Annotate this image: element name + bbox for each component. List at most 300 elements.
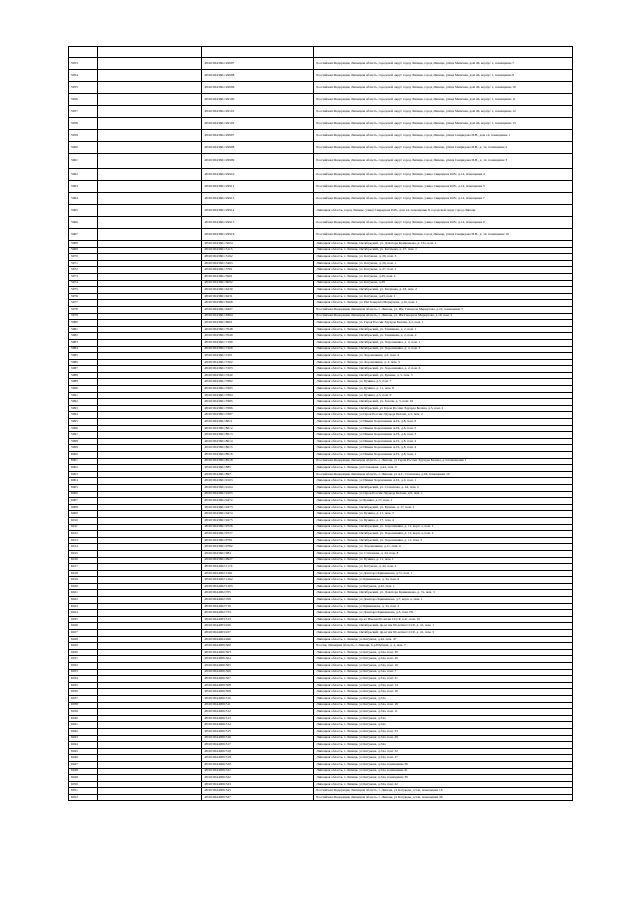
row-number-cell: 6027 — [69, 630, 98, 637]
address-cell: Липецкая область, г. Липецк, ул. Катукова, д.43, пом. 1 — [314, 293, 573, 300]
cadastral-number-cell: 48:20:0043601:7682 — [202, 379, 314, 386]
empty-cell — [98, 630, 202, 637]
empty-cell — [98, 458, 202, 465]
empty-cell — [98, 689, 202, 696]
table-row — [69, 193, 573, 205]
empty-cell — [98, 465, 202, 472]
row-number-cell: 6037 — [69, 695, 98, 702]
address-cell: Липецкая область, г. Липецк, ул. Катукова, д.39 — [314, 280, 573, 287]
address-cell: Липецкая область, г. Липецк, ул Катукова, д.54а — [314, 742, 573, 749]
address-cell: Липецкая область, г. Липецк, ул Имени Хорошавина А.И., д.9, пом. 1 — [314, 478, 573, 485]
cadastral-number-cell: 48:20:0044006:504 — [202, 656, 314, 663]
row-number-cell: 5966 — [69, 217, 98, 229]
address-cell: Липецкая область, г. Липецк, ул Катукова, д.54а, пом. 19 — [314, 702, 573, 709]
address-cell: Липецкая область, г. Липецк, Октябрьский, ул. Хорошавина, д. 2, пом. 6 — [314, 366, 573, 373]
cadastral-number-cell: 48:20:0043601:6231 — [202, 293, 314, 300]
table-row — [69, 94, 573, 106]
table-row — [69, 524, 573, 531]
cadastral-number-cell: 48:20:0044003:457 — [202, 630, 314, 637]
address-cell: Липецкая область, г. Липецк, Октябрьский, ул. Доватора Кривенкова, д. 7а, пом. 3 — [314, 590, 573, 597]
cadastral-number-cell: 48:20:0044002:1261 — [202, 570, 314, 577]
row-number-cell: 5982 — [69, 333, 98, 340]
table-row — [69, 577, 573, 584]
address-cell: Российская Федерация, Липецкая область, г. Липецк, ул Героя России Эдуарда Белана, д.3 помещение 1 — [314, 458, 573, 465]
cadastral-number-cell: 48:20:0043601:9782 — [202, 544, 314, 551]
row-number-cell: 6036 — [69, 689, 98, 696]
cadastral-number-cell: 48:20:0043601:29911 — [202, 181, 314, 193]
address-cell: Липецкая область, г. Липецк, ул. Катукова, д. 29, пом. 3 — [314, 254, 573, 261]
row-number-cell: 6031 — [69, 656, 98, 663]
table-row — [69, 537, 573, 544]
table-row — [69, 142, 573, 154]
cadastral-number-cell: 48:20:0044006:513 — [202, 715, 314, 722]
address-cell: Липецкая область, г. Липецк, ул. Хорошавина, д.2, пом. 4 — [314, 353, 573, 360]
table-row — [69, 630, 573, 637]
address-cell: Липецкая область, г. Липецк, Октябрьский, ул. Катукова, д. 27, пом. 1 — [314, 247, 573, 254]
empty-cell — [98, 386, 202, 393]
row-number-cell: 6035 — [69, 682, 98, 689]
row-number-cell: 5983 — [69, 339, 98, 346]
table-row — [69, 181, 573, 193]
cadastral-number-cell: 48:20:0044003:313 — [202, 616, 314, 623]
empty-cell — [98, 597, 202, 604]
address-cell: Россия, Липецкая область, г. Липецк, б-р Шубина, д. 4, пом. 7 — [314, 643, 573, 650]
cadastral-number-cell: 48:20:0043601:7049 — [202, 333, 314, 340]
empty-cell — [98, 306, 202, 313]
empty-cell — [98, 154, 202, 169]
cadastral-number-cell: 48:20:0044002:705 — [202, 590, 314, 597]
empty-cell — [98, 577, 202, 584]
address-cell: Липецкая область, г. Липецк, ул Бунина, д.17, пом. 1 — [314, 498, 573, 505]
row-number-cell: 5953 — [69, 58, 98, 70]
row-number-cell: 5971 — [69, 260, 98, 267]
cadastral-number-cell: 48:20:0043601:29916 — [202, 229, 314, 241]
table-row — [69, 372, 573, 379]
row-number-cell: 5986 — [69, 359, 98, 366]
cadastral-number-cell: 48:20:0043601:29907 — [202, 130, 314, 142]
table-row — [69, 491, 573, 498]
empty-cell — [98, 656, 202, 663]
empty-cell — [98, 353, 202, 360]
empty-cell — [98, 70, 202, 82]
empty-cell — [98, 425, 202, 432]
cadastral-number-cell: 48:20:0044002:708 — [202, 597, 314, 604]
address-cell: Липецкая область, г. Липецк, ул. Катукова, д. 42, пом. 2 — [314, 564, 573, 571]
cadastral-number-cell: 48:20:0043601:29909 — [202, 154, 314, 169]
empty-cell — [98, 702, 202, 709]
row-number-cell: 5955 — [69, 82, 98, 94]
cadastral-number-cell: 48:20:0044006:503 — [202, 649, 314, 656]
cadastral-number-cell: 48:20:0043601:9781 — [202, 537, 314, 544]
address-cell: Липецкая область, г. Липецк, ул. Бунина, д. 11, пом. 1 — [314, 557, 573, 564]
table-row — [69, 339, 573, 346]
address-cell: Липецкая область, г. Липецк, Октябрьский, ул. Стаханова, д. 44, пом. 2 — [314, 484, 573, 491]
cadastral-number-cell: 48:20:0044006:527 — [202, 794, 314, 801]
address-cell: Липецкая область, г. Липецк, ул. Катукова, д. 29, пом. 1 — [314, 260, 573, 267]
empty-cell — [98, 583, 202, 590]
address-cell: Российская Федерация, Липецкая область, городской округ город Липецк, город Липецк, улица Минская, дом 46, корпус 1, помещение 13 — [314, 118, 573, 130]
address-cell: Российская Федерация, Липецкая область, городской округ город Липецк, город Липецк, улица Минская, дом 46, корпус 1, помещение 8 — [314, 70, 573, 82]
address-cell: Липецкая область, г. Липецк, ул Катукова, д.54а — [314, 715, 573, 722]
cadastral-number-cell: 48:20:0043601:9726 — [202, 524, 314, 531]
table-row — [69, 781, 573, 788]
cadastral-number-cell: 48:20:0044006:519 — [202, 755, 314, 762]
address-cell: Российская Федерация, Липецкая область, городской округ город Липецк, город Липецк, улица Минская, дом 46, корпус 1, помещение 11 — [314, 94, 573, 106]
table-row — [69, 794, 573, 801]
cadastral-number-cell: 48:20:0043601:7686 — [202, 405, 314, 412]
address-cell: Липецкая область, г. Липецк, ул. Бунина, д.5, пом. 9 — [314, 392, 573, 399]
cadastral-number-cell: 48:20:0043601:9727 — [202, 531, 314, 538]
empty-cell — [98, 669, 202, 676]
header-cell-4 — [314, 47, 573, 58]
address-cell: Липецкая область, г. Липецк, ул Катукова, д.54а, пом. 7 — [314, 669, 573, 676]
table-row — [69, 346, 573, 353]
row-number-cell: 6030 — [69, 649, 98, 656]
empty-cell — [98, 326, 202, 333]
table-row — [69, 590, 573, 597]
cadastral-number-cell: 48:20:0044006:511 — [202, 702, 314, 709]
row-number-cell: 6018 — [69, 570, 98, 577]
table-row — [69, 247, 573, 254]
address-cell: Липецкая область, город Липецк, улица Свиридова И.В., дом 14, помещение 8, городской округ город Липецк — [314, 205, 573, 217]
address-cell: Российская Федерация, Липецкая область, городской округ город Липецк, улица Свиридова И.В., д.14, помещение 9 — [314, 217, 573, 229]
row-number-cell: 6040 — [69, 715, 98, 722]
document-page — [68, 46, 573, 801]
table-row — [69, 267, 573, 274]
row-number-cell: 5976 — [69, 293, 98, 300]
cadastral-number-cell: 48:20:0043601:29910 — [202, 169, 314, 181]
row-number-cell: 6042 — [69, 728, 98, 735]
cadastral-number-cell: 48:20:0043601:29097 — [202, 58, 314, 70]
empty-cell — [98, 603, 202, 610]
cadastral-number-cell: 48:20:0043601:7201 — [202, 353, 314, 360]
row-number-cell: 6051 — [69, 788, 98, 795]
address-cell: Липецкая область, г. Липецк, ул Доватора Кривенкова, д.7, корп. а, пом. 1 — [314, 597, 573, 604]
empty-cell — [98, 94, 202, 106]
address-cell: Липецкая область, г. Липецк, ул. Хорошавина, д.11, пом. 4 — [314, 544, 573, 551]
table-row — [69, 458, 573, 465]
row-number-cell: 5956 — [69, 94, 98, 106]
empty-cell — [98, 320, 202, 327]
row-number-cell: 5973 — [69, 273, 98, 280]
empty-cell — [98, 267, 202, 274]
empty-cell — [98, 346, 202, 353]
table-row — [69, 326, 573, 333]
table-row — [69, 478, 573, 485]
row-number-cell: 6021 — [69, 590, 98, 597]
address-cell: Российская Федерация, Липецкая область, г. Липецк, ул Катукова, д.54а, помещение 46 — [314, 794, 573, 801]
address-cell: Российская Федерация, Липецкая область, городской округ город Липецк, улица Свиридова И.В., д.14, помещение 5 — [314, 181, 573, 193]
header-cell-1 — [69, 47, 98, 58]
table-row — [69, 735, 573, 742]
table-row — [69, 775, 573, 782]
empty-cell — [98, 287, 202, 294]
address-cell: Российская Федерация, Липецкая область, городской округ город Липецк, город Липецк, улица Свиридова И.В., дом 14, помещение 1 — [314, 130, 573, 142]
row-number-cell: 6026 — [69, 623, 98, 630]
row-number-cell: 6047 — [69, 761, 98, 768]
cadastral-number-cell: 48:20:0044006:523 — [202, 781, 314, 788]
cadastral-number-cell: 48:20:0043601:8518 — [202, 458, 314, 465]
table-row — [69, 709, 573, 716]
header-cell-2 — [98, 47, 202, 58]
cadastral-number-cell: 48:20:0044006:512 — [202, 709, 314, 716]
cadastral-number-cell: 48:20:0044003:456 — [202, 623, 314, 630]
cadastral-number-cell: 48:20:0043601:29913 — [202, 193, 314, 205]
empty-cell — [98, 273, 202, 280]
cadastral-number-cell: 48:20:0044006:518 — [202, 748, 314, 755]
empty-cell — [98, 742, 202, 749]
address-cell: Липецкая область, г. Липецк, ул. Хорошавина, д. 2, пом. 5 — [314, 359, 573, 366]
empty-cell — [98, 339, 202, 346]
cadastral-number-cell: 48:20:0044002:1262 — [202, 577, 314, 584]
row-number-cell: 5970 — [69, 254, 98, 261]
table-row — [69, 531, 573, 538]
table-row — [69, 748, 573, 755]
address-cell: Липецкая область, г. Липецк, ул Доватора Кривенкова, д.3, пом. Н1 — [314, 610, 573, 617]
header-cell-3 — [202, 47, 314, 58]
row-number-cell: 6032 — [69, 663, 98, 670]
table-row — [69, 205, 573, 217]
row-number-cell: 6016 — [69, 557, 98, 564]
row-number-cell: 6020 — [69, 583, 98, 590]
cadastral-number-cell: 48:20:0043601:9472 — [202, 498, 314, 505]
table-row — [69, 366, 573, 373]
table-row — [69, 695, 573, 702]
row-number-cell: 6045 — [69, 748, 98, 755]
empty-cell — [98, 768, 202, 775]
table-row — [69, 412, 573, 419]
empty-cell — [98, 504, 202, 511]
empty-cell — [98, 181, 202, 193]
cadastral-number-cell: 48:20:0044006:510 — [202, 695, 314, 702]
row-number-cell: 5969 — [69, 247, 98, 254]
address-cell: Липецкая область, г. Липецк, ул Имени Хорошавина А.И., д.6, пом. 3 — [314, 432, 573, 439]
cadastral-number-cell: 48:20:0043601:8015 — [202, 445, 314, 452]
table-row — [69, 300, 573, 307]
empty-cell — [98, 241, 202, 248]
row-number-cell: 5992 — [69, 399, 98, 406]
row-number-cell: 5967 — [69, 229, 98, 241]
table-row — [69, 154, 573, 169]
table-row — [69, 742, 573, 749]
table-row — [69, 260, 573, 267]
cadastral-number-cell: 48:20:0043601:7687 — [202, 412, 314, 419]
row-number-cell: 5989 — [69, 379, 98, 386]
cadastral-number-cell: 48:20:0044006:516 — [202, 735, 314, 742]
address-cell: Липецкая область, г. Липецк, Октябрьский, ул. Хорошавина, д. 11, пом. 3 — [314, 537, 573, 544]
address-cell: Липецкая область, г. Липецк, пр-кт Имени 60-летия СССР, д.41, пом. 10 — [314, 616, 573, 623]
address-cell: Липецкая область, г. Липецк, Октябрьский, ул. Тенишева, д. 2, пом. 1 — [314, 326, 573, 333]
cadastral-number-cell: 48:20:0043601:7640 — [202, 372, 314, 379]
address-cell: Липецкая область, г. Липецк, ул Катукова, д.54а, пом. 20 — [314, 656, 573, 663]
row-number-cell: 6004 — [69, 478, 98, 485]
table-row — [69, 636, 573, 643]
address-cell: Липецкая область, г. Липецк, ул Катукова, д.54а, помещение 39 — [314, 775, 573, 782]
address-cell: Липецкая область, г. Липецк, ул Катукова, д.54а, помещение 36 — [314, 761, 573, 768]
address-cell: Российская Федерация, Липецкая область, г. Липецк, ул А.Г. Стаханова, д.44, помещение 10 — [314, 471, 573, 478]
address-cell: Липецкая область, г. Липецк, ул. Бунина, д. 17, пом. 4 — [314, 517, 573, 524]
cadastral-number-cell: 48:20:0044006:507 — [202, 676, 314, 683]
cadastral-number-cell: 48:20:0043601:9474 — [202, 511, 314, 518]
address-cell: Липецкая область, г. Липецк, ул Катукова, д.42, пом. 1 — [314, 583, 573, 590]
empty-cell — [98, 392, 202, 399]
row-number-cell: 5984 — [69, 346, 98, 353]
row-number-cell: 5979 — [69, 313, 98, 320]
address-cell: Липецкая область, г. Липецк, ул. Катукова, д. 27, пом. 2 — [314, 267, 573, 274]
cadastral-number-cell: 48:20:0043601:9927 — [202, 557, 314, 564]
row-number-cell: 5974 — [69, 280, 98, 287]
cadastral-number-cell: 48:20:0043601:9104 — [202, 484, 314, 491]
row-number-cell: 6001 — [69, 458, 98, 465]
address-cell: Липецкая область, г. Липецк, ул Героя России Эдуарда Белана, д.5, пом. 2 — [314, 412, 573, 419]
register-table — [68, 46, 573, 801]
empty-cell — [98, 293, 202, 300]
table-row — [69, 517, 573, 524]
empty-cell — [98, 412, 202, 419]
table-row — [69, 465, 573, 472]
address-cell: Российская Федерация, Липецкая область, г. Липецк, ул. Им. Генерала Меркулова, д.10, помещение 7 — [314, 306, 573, 313]
cadastral-number-cell: 48:20:0043601:8014 — [202, 438, 314, 445]
cadastral-number-cell: 48:20:0044006:520 — [202, 761, 314, 768]
row-number-cell: 6010 — [69, 517, 98, 524]
cadastral-number-cell: 48:20:0044006:508 — [202, 682, 314, 689]
row-number-cell: 6050 — [69, 781, 98, 788]
row-number-cell: 6012 — [69, 531, 98, 538]
table-row — [69, 241, 573, 248]
empty-cell — [98, 735, 202, 742]
cadastral-number-cell: 48:20:0043601:7202 — [202, 359, 314, 366]
cadastral-number-cell: 48:20:0043601:8011 — [202, 419, 314, 426]
address-cell: Липецкая область, г. Липецк, ул Катукова, д.54а, пом. 22 — [314, 781, 573, 788]
address-cell: Липецкая область, г. Липецк, ул Имени Хорошавина А.И., д.8, пом. 6 — [314, 419, 573, 426]
table-row — [69, 504, 573, 511]
empty-cell — [98, 471, 202, 478]
row-number-cell: 6041 — [69, 722, 98, 729]
empty-cell — [98, 643, 202, 650]
table-row — [69, 353, 573, 360]
table-row — [69, 359, 573, 366]
cadastral-number-cell: 48:20:0044006:505 — [202, 663, 314, 670]
cadastral-number-cell: 48:20:0043601:6297 — [202, 306, 314, 313]
row-number-cell: 6033 — [69, 669, 98, 676]
address-cell: Липецкая область, г. Липецк, ул Катукова, д.54а — [314, 722, 573, 729]
address-cell: Липецкая область, г. Липецк, Октябрьский, ул. Хорошавина, д. 11, корп. а, пом. 2 — [314, 531, 573, 538]
table-row — [69, 333, 573, 340]
row-number-cell: 5988 — [69, 372, 98, 379]
cadastral-number-cell: 48:20:0044002:753 — [202, 610, 314, 617]
cadastral-number-cell: 48:20:0043601:29908 — [202, 142, 314, 154]
empty-cell — [98, 722, 202, 729]
table-row — [69, 544, 573, 551]
empty-cell — [98, 300, 202, 307]
empty-cell — [98, 445, 202, 452]
table-row — [69, 379, 573, 386]
table-row — [69, 564, 573, 571]
address-cell: Липецкая область, г. Липецк, Октябрьский, ул Героя России Эдуарда Белана, д.5, пом. 2 — [314, 405, 573, 412]
row-number-cell: 6048 — [69, 768, 98, 775]
address-cell: Липецкая область, г. Липецк, ул Катукова, д.54а, помещение 41 — [314, 768, 573, 775]
row-number-cell: 6025 — [69, 616, 98, 623]
address-cell: Российская Федерация, Липецкая область, городской округ город Липецк, улица Свиридова И.В., д.14, помещение 4 — [314, 169, 573, 181]
row-number-cell: 6029 — [69, 643, 98, 650]
address-cell: Российская Федерация, Липецкая область, городской округ город Липецк, город Липецк, улица Минская, дом 46, корпус 1, помещение 10 — [314, 82, 573, 94]
table-row — [69, 669, 573, 676]
address-cell: Липецкая область, г. Липецк, ул. Героя России Эдуарда Белана, д.2, пом. 1 — [314, 320, 573, 327]
table-header-row — [69, 47, 573, 58]
cadastral-number-cell: 48:20:0043601:9103 — [202, 478, 314, 485]
table-row — [69, 273, 573, 280]
empty-cell — [98, 491, 202, 498]
row-number-cell: 5962 — [69, 169, 98, 181]
row-number-cell: 5965 — [69, 205, 98, 217]
table-row — [69, 118, 573, 130]
row-number-cell: 6044 — [69, 742, 98, 749]
empty-cell — [98, 205, 202, 217]
table-row — [69, 761, 573, 768]
empty-cell — [98, 550, 202, 557]
cadastral-number-cell: 48:20:0043601:9105 — [202, 491, 314, 498]
row-number-cell: 5995 — [69, 419, 98, 426]
row-number-cell: 5978 — [69, 306, 98, 313]
address-cell: Липецкая область, г. Липецк, Октябрьский, пр-кт им 60-летия СССР, д. 41, пом. 1 — [314, 623, 573, 630]
empty-cell — [98, 676, 202, 683]
cadastral-number-cell: 48:20:0044002:1174 — [202, 564, 314, 571]
row-number-cell: 5977 — [69, 300, 98, 307]
table-row — [69, 498, 573, 505]
address-cell: Липецкая область, г. Липецк, ул. Им Генерала Меркулова, д.10, пом. 1 — [314, 300, 573, 307]
row-number-cell: 6000 — [69, 452, 98, 459]
empty-cell — [98, 260, 202, 267]
table-row — [69, 229, 573, 241]
cadastral-number-cell: 48:20:0043601:5901 — [202, 273, 314, 280]
empty-cell — [98, 564, 202, 571]
empty-cell — [98, 728, 202, 735]
row-number-cell: 6052 — [69, 794, 98, 801]
table-row — [69, 217, 573, 229]
empty-cell — [98, 748, 202, 755]
table-row — [69, 287, 573, 294]
cadastral-number-cell: 48:20:0044006:521 — [202, 768, 314, 775]
empty-cell — [98, 254, 202, 261]
empty-cell — [98, 432, 202, 439]
cadastral-number-cell: 48:20:0043601:7200 — [202, 346, 314, 353]
row-number-cell: 6003 — [69, 471, 98, 478]
row-number-cell: 5961 — [69, 154, 98, 169]
table-row — [69, 169, 573, 181]
row-number-cell: 6046 — [69, 755, 98, 762]
empty-cell — [98, 649, 202, 656]
address-cell: Липецкая область, г. Липецк, Октябрьский, ул. Хорошавина, д. 2, пом. 1 — [314, 339, 573, 346]
row-number-cell: 6006 — [69, 491, 98, 498]
table-row — [69, 280, 573, 287]
table-row — [69, 419, 573, 426]
table-row — [69, 320, 573, 327]
cadastral-number-cell: 48:20:0043601:8012 — [202, 425, 314, 432]
table-row — [69, 676, 573, 683]
row-number-cell: 6011 — [69, 524, 98, 531]
address-cell: Российская Федерация, Липецкая область, городской округ город Липецк, город Липецк, улица Свиридова И.В., д. 14, помещение 10 — [314, 229, 573, 241]
address-cell: Липецкая область, г. Липецк, ул Катукова, д.54а, пом. 11 — [314, 709, 573, 716]
empty-cell — [98, 217, 202, 229]
table-row — [69, 557, 573, 564]
cadastral-number-cell: 48:20:0043601:29100 — [202, 94, 314, 106]
empty-cell — [98, 755, 202, 762]
cadastral-number-cell: 48:20:0043601:6230 — [202, 287, 314, 294]
table-row — [69, 425, 573, 432]
table-row — [69, 702, 573, 709]
cadastral-number-cell: 48:20:0044002:716 — [202, 603, 314, 610]
table-row — [69, 82, 573, 94]
